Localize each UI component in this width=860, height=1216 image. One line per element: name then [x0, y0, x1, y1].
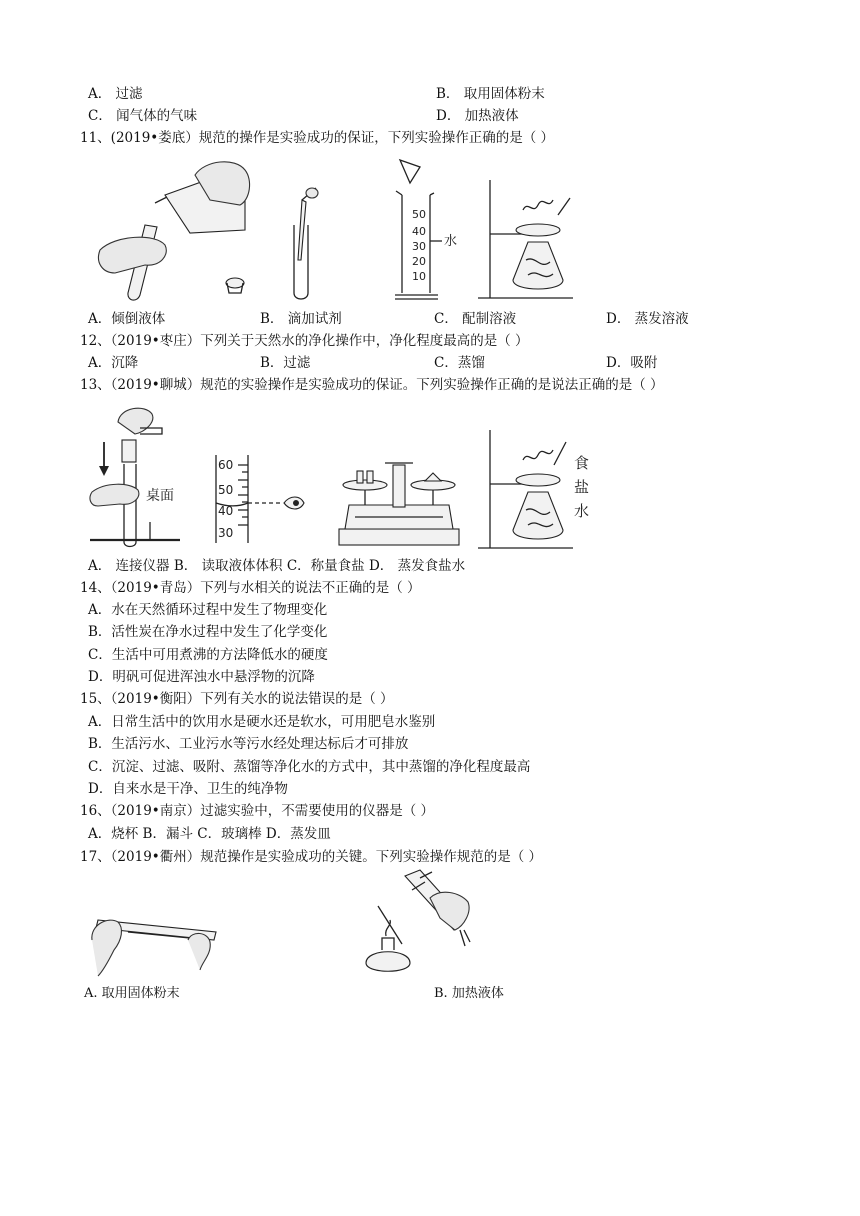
q15-option-a: A．日常生活中的饮用水是硬水还是软水，可用肥皂水鉴别 — [88, 714, 436, 730]
q12-option-a: A．沉降 — [88, 355, 139, 371]
q11-option-c: C． 配制溶液 — [434, 311, 517, 327]
scale-tick-40: 40 — [218, 504, 234, 518]
q16-stem: 16、（2019•南京）过滤实验中，不需要使用的仪器是（ ） — [80, 803, 435, 819]
cylinder-tick-10: 10 — [412, 270, 426, 283]
q10-option-a: A． 过滤 — [88, 86, 143, 102]
q15-option-d: D．自来水是干净、卫生的纯净物 — [88, 781, 288, 797]
q11-option-b: B． 滴加试剂 — [260, 311, 342, 327]
cylinder-tick-20: 20 — [412, 255, 426, 268]
graduated-cylinder-figure — [390, 155, 470, 305]
scale-tick-60: 60 — [218, 458, 234, 472]
cylinder-tick-40: 40 — [412, 225, 426, 238]
q11-stem: 11、(2019•娄底）规范的操作是实验成功的保证，下列实验操作正确的是（ ） — [80, 130, 555, 146]
q15-stem: 15、（2019•衡阳）下列有关水的说法错误的是（ ） — [80, 691, 394, 707]
q11-option-a: A．倾倒液体 — [88, 311, 166, 327]
q16-options: A．烧杯 B．漏斗 C．玻璃棒 D．蒸发皿 — [88, 826, 331, 842]
evaporation-stand-figure — [478, 170, 578, 302]
heating-liquid-figure — [360, 868, 480, 983]
q12-option-c: C．蒸馏 — [434, 355, 485, 371]
q12-option-d: D．吸附 — [606, 355, 658, 371]
q14-option-c: C．生活中可用煮沸的方法降低水的硬度 — [88, 647, 328, 663]
q10-option-d: D． 加热液体 — [436, 108, 519, 124]
q11-option-d: D． 蒸发溶液 — [606, 311, 689, 327]
q17-option-a: A. 取用固体粉末 — [84, 986, 180, 1001]
q15-option-c: C．沉淀、过滤、吸附、蒸馏等净化水的方式中，其中蒸馏的净化程度最高 — [88, 759, 531, 775]
q15-option-b: B．生活污水、工业污水等污水经处理达标后才可排放 — [88, 736, 409, 752]
evaporate-salt-water-figure — [478, 420, 608, 552]
scale-tick-30: 30 — [218, 526, 234, 540]
q10-option-b: B． 取用固体粉末 — [436, 86, 545, 102]
powder-sampling-figure — [88, 910, 223, 978]
cylinder-tick-labels — [412, 208, 426, 283]
q14-stem: 14、（2019•青岛）下列与水相关的说法不正确的是（ ） — [80, 580, 421, 596]
volume-reading-figure — [208, 455, 313, 545]
cylinder-tick-50: 50 — [412, 208, 426, 221]
desk-label: 桌面 — [146, 488, 174, 504]
q12-option-b: B．过滤 — [260, 355, 311, 371]
q14-option-a: A．水在天然循环过程中发生了物理变化 — [88, 602, 328, 618]
q12-stem: 12、（2019•枣庄）下列关于天然水的净化操作中，净化程度最高的是（ ） — [80, 333, 529, 349]
q17-stem: 17、（2019•衢州）规范操作是实验成功的关键。下列实验操作规范的是（ ） — [80, 849, 543, 865]
q14-option-d: D．明矾可促进浑浊水中悬浮物的沉降 — [88, 669, 315, 685]
q10-option-c: C． 闻气体的气味 — [88, 108, 198, 124]
connecting-apparatus-figure — [90, 402, 200, 552]
q17-option-b: B. 加热液体 — [434, 986, 504, 1001]
dropper-figure — [288, 185, 328, 303]
salt-label-3: 水 — [574, 502, 590, 520]
cylinder-tick-30: 30 — [412, 240, 426, 253]
q13-options: A． 连接仪器 B． 读取液体体积 C．称量食盐 D． 蒸发食盐水 — [88, 558, 466, 574]
cylinder-water-label: 水 — [444, 234, 458, 249]
q14-option-b: B．活性炭在净水过程中发生了化学变化 — [88, 624, 328, 640]
scale-tick-50: 50 — [218, 483, 234, 497]
balance-scale-figure — [335, 455, 463, 550]
q13-stem: 13、（2019•聊城）规范的实验操作是实验成功的保证。下列实验操作正确的是说法正确的是（ ） — [80, 377, 664, 393]
salt-label-2: 盐 — [574, 478, 590, 496]
salt-label-1: 食 — [574, 454, 590, 472]
pouring-liquid-figure — [95, 155, 265, 305]
